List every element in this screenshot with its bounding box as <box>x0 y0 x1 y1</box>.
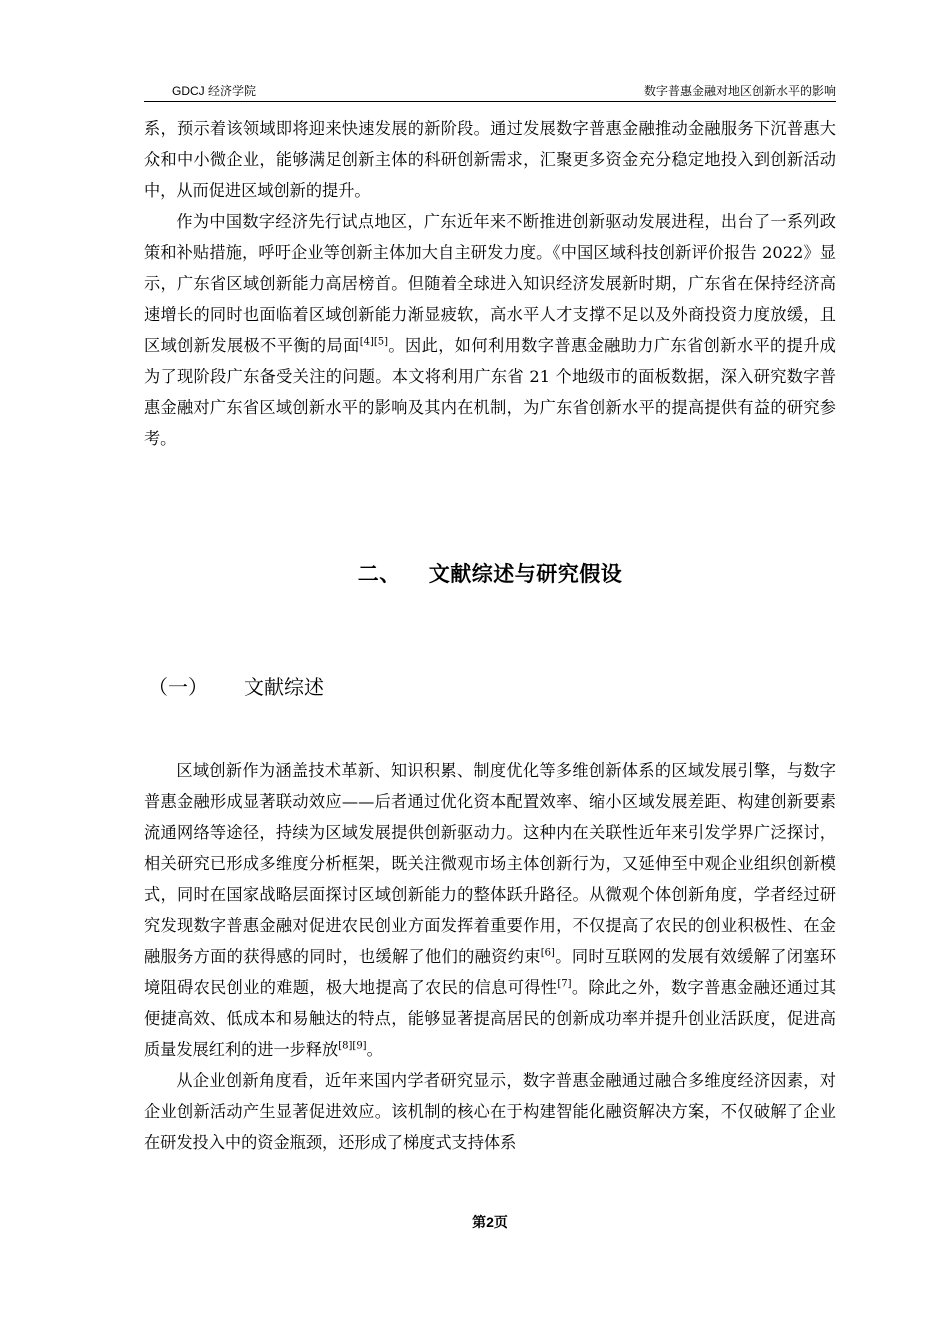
section-title: 文献综述与研究假设 <box>428 562 623 586</box>
review-paragraph-1-text-end: 。 <box>366 1040 383 1059</box>
review-text <box>144 755 836 1158</box>
section-heading <box>144 558 836 588</box>
review-paragraph-1-text-cont: 。同时互联网的发展有效缓解了闭塞环境阻碍农民创业的难题，极大地提高了农民的信息可得性 <box>144 947 837 997</box>
header-paper-title: 数字普惠金融对地区创新水平的影响 <box>643 84 836 98</box>
citation: [7] <box>557 978 572 990</box>
running-header <box>144 78 836 100</box>
header-school: GDCJ 经济学院 <box>172 84 257 98</box>
citation: [8][9] <box>338 1040 367 1052</box>
review-paragraph-2: 从企业创新角度看，近年来国内学者研究显示，数字普惠金融通过融合多维度经济因素，对企业创新活动产生显著促进效应。该机制的核心在于构建智能化融资解决方案，不仅破解了企业在研发投入中的资金瓶颈，还形成了梯度式支持体系 <box>144 1071 836 1152</box>
subsection-title: 文献综述 <box>244 675 324 699</box>
review-paragraph-1 <box>144 755 836 1065</box>
header-divider <box>144 101 836 102</box>
subsection-number: （一） <box>148 675 208 699</box>
section-number: 二、 <box>357 562 401 586</box>
citation: [6] <box>540 947 555 959</box>
review-paragraph-1-text: 区域创新作为涵盖技术革新、知识积累、制度优化等多维创新体系的区域发展引擎，与数字普惠金融形成显著联动效应——后者通过优化资本配置效率、缩小区域发展差距、构建创新要素流通网络等途径，持续为区域发展提供创新驱动力。这种内在关联性近年来引发学界广泛探讨，相关研究已形成多维度分析框架，既关注微观市场主体创新行为，又延伸至中观企业组织创新模式，同时在国家战略层面探讨区域创新能力的整体跃升路径。从微观个体创新角度，学者经过研究发现数字普惠金融对促进农民创业方面发挥着重要作用，不仅提高了农民的创业积极性、在金融服务方面的获得感的同时，也缓解了他们的融资约束 <box>144 761 836 966</box>
intro-paragraph-1: 系，预示着该领域即将迎来快速发展的新阶段。通过发展数字普惠金融推动金融服务下沉普惠大众和中小微企业，能够满足创新主体的科研创新需求，汇聚更多资金充分稳定地投入到创新活动中，从而促进区域创新的提升。 <box>144 119 836 200</box>
citation: [4][5] <box>359 336 389 348</box>
intro-paragraph-2 <box>144 206 836 454</box>
page-number: 第2页 <box>472 1214 508 1230</box>
intro-paragraph-2-text: 作为中国数字经济先行试点地区，广东近年来不断推进创新驱动发展进程，出台了一系列政策和补贴措施，呼吁企业等创新主体加大自主研发力度。《中国区域科技创新评价报告 2022》显示，广东省区域创新能力高居榜首。但随着全球进入知识经济发展新时期，广东省在保持经济高速增长的同时也面临着区域创新能力渐显疲软，高水平人才支撑不足以及外商投资力度放缓，且区域创新发展极不平衡的局面 <box>144 212 836 355</box>
subsection-heading <box>148 671 324 700</box>
intro-paragraph-2-text-cont: 。因此，如何利用数字普惠金融助力广东省创新水平的提升成为了现阶段广东备受关注的问题。本文将利用广东省 21 个地级市的面板数据，深入研究数字普惠金融对广东省区域创新水平的影响及其内在机制，为广东省创新水平的提高提供有益的研究参考。 <box>144 336 836 448</box>
review-paragraph-1-text-cont: 。除此之外，数字普惠金融还通过其便捷高效、低成本和易触达的特点，能够显著提高居民的创新成功率并提升创业活跃度，促进高质量发展红利的进一步释放 <box>144 978 837 1059</box>
intro-text <box>144 113 836 454</box>
